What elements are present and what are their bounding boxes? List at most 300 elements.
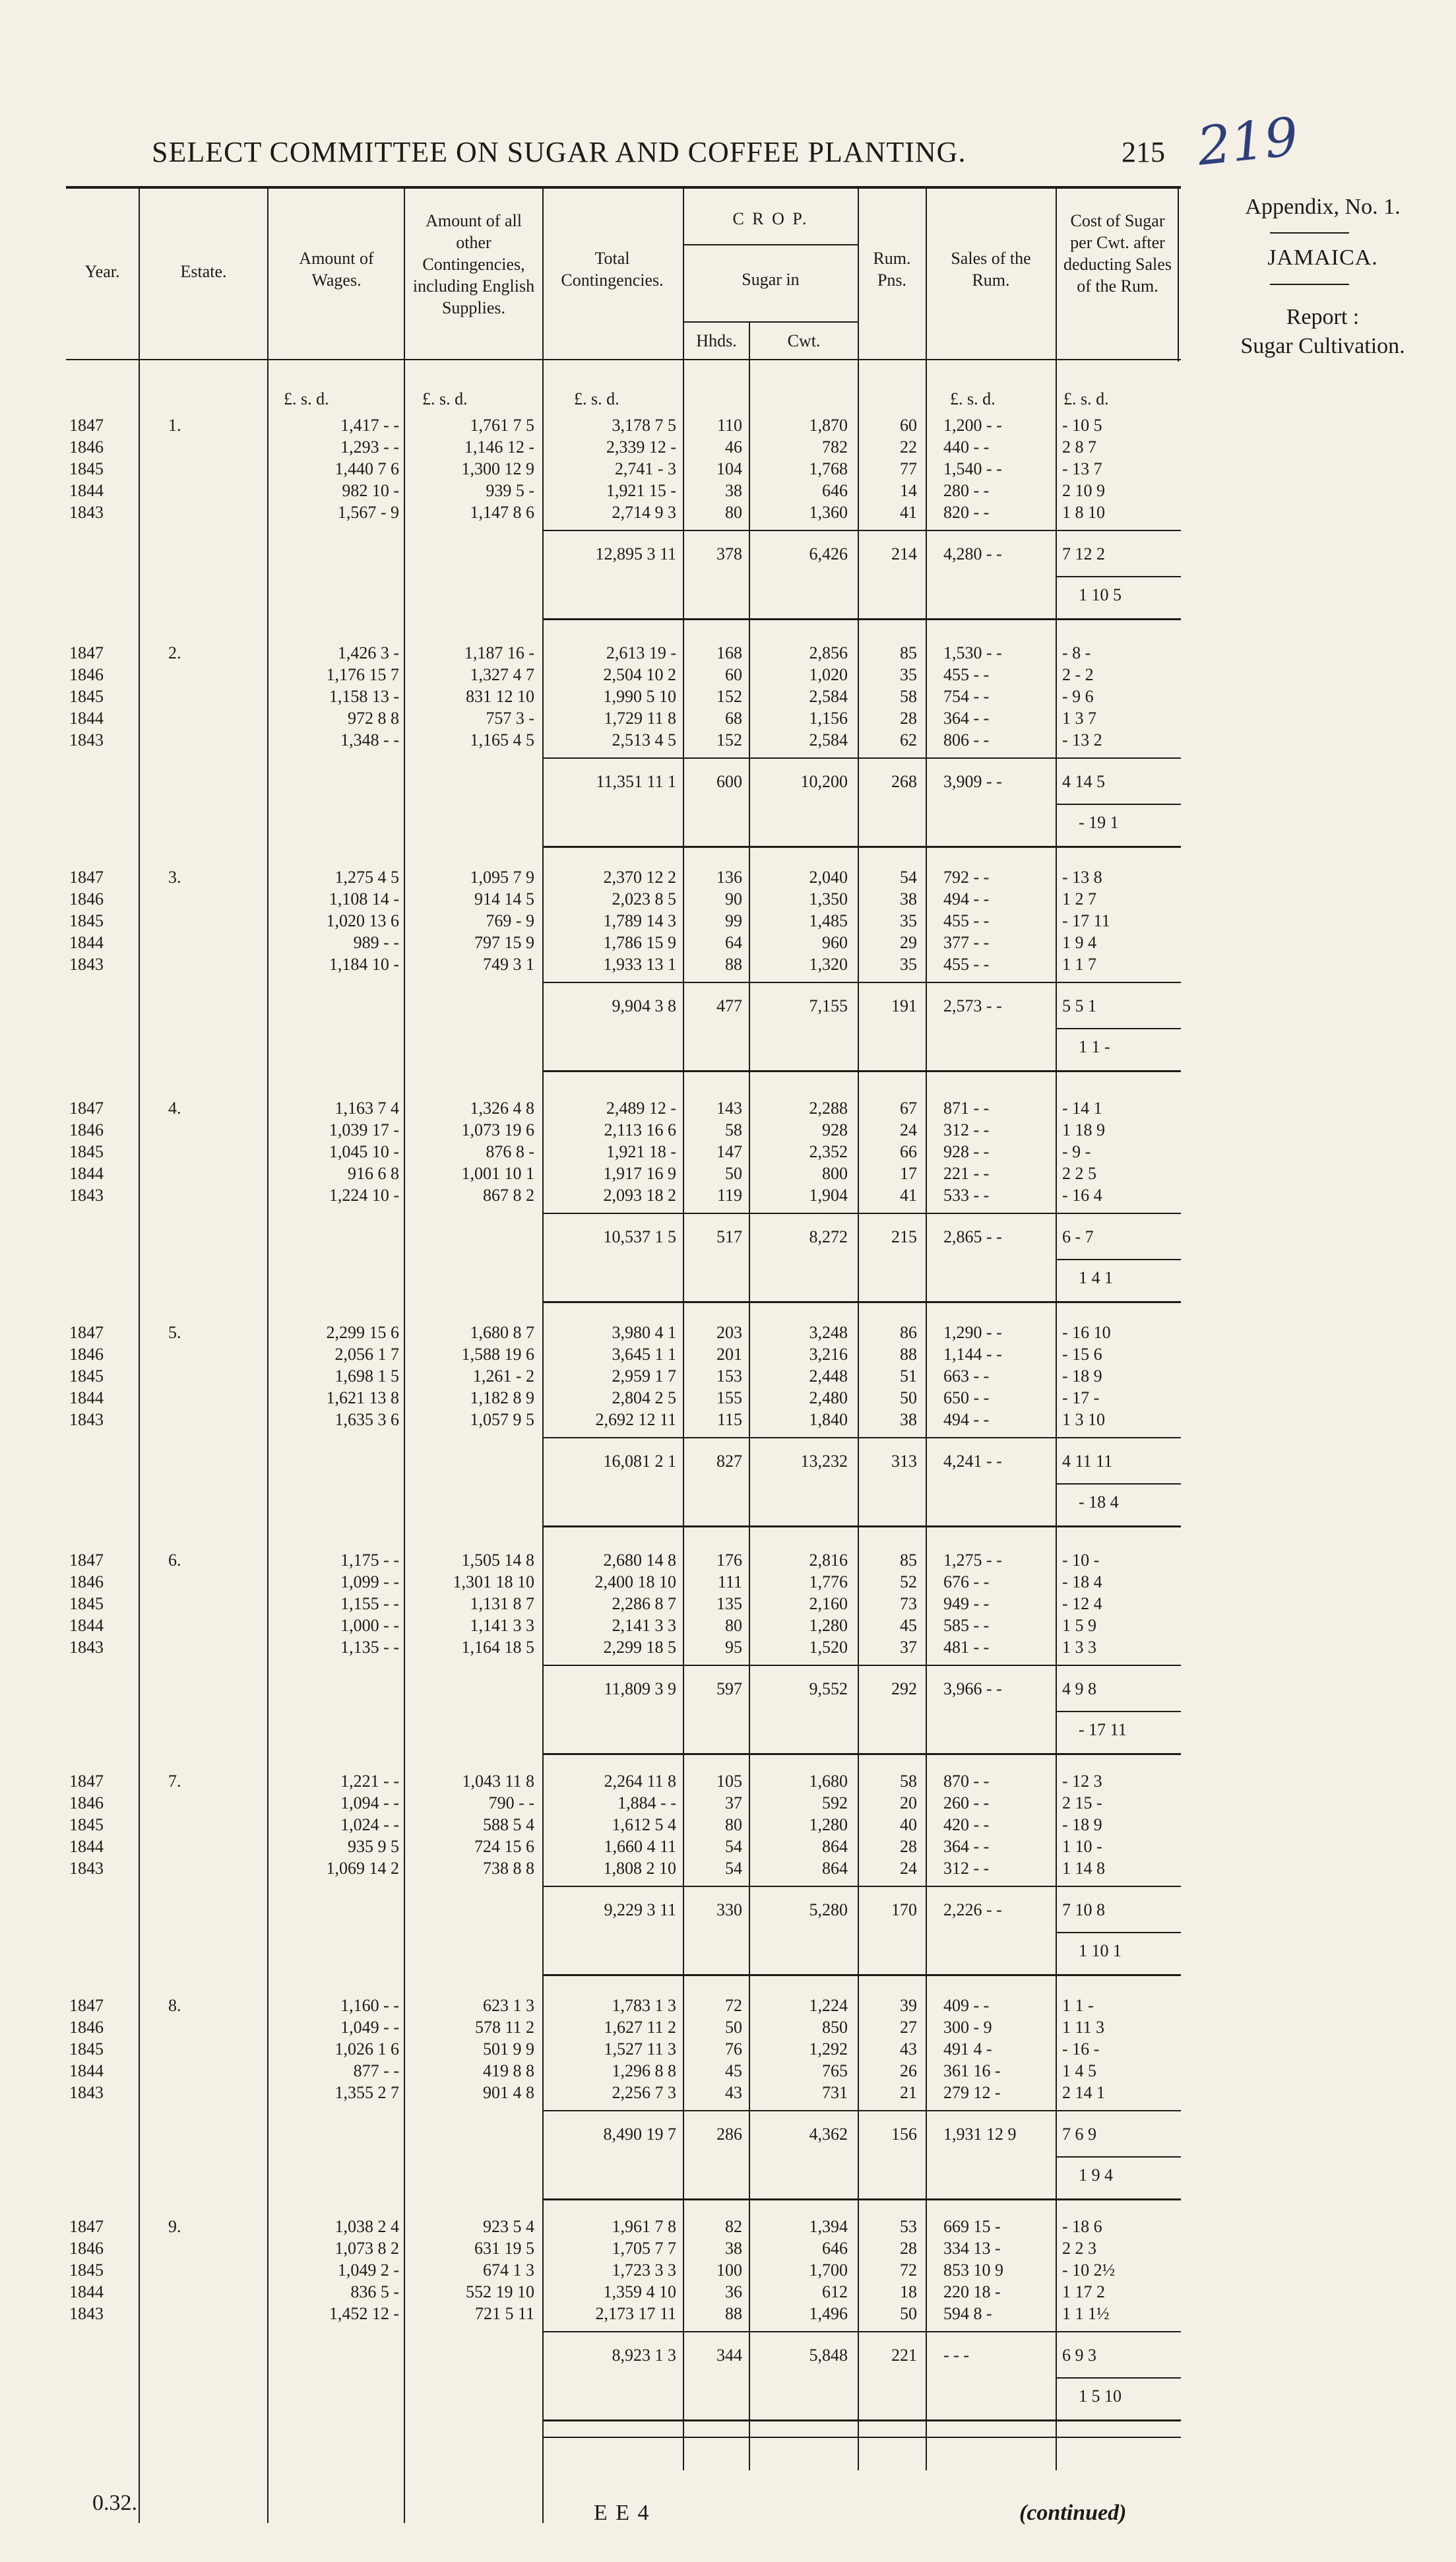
table-cell: 592 [822, 1793, 848, 1812]
table-cell: 1,729 11 8 [604, 709, 676, 728]
subtotal-rule [542, 2110, 1181, 2111]
table-cell: 1,182 8 9 [470, 1388, 534, 1407]
table-cell: 38 [900, 889, 917, 909]
year-cell: 1843 [69, 1859, 104, 1878]
table-cell: 361 16 - [943, 2061, 1001, 2080]
table-cell: - 13 7 [1062, 459, 1102, 478]
estate-end-rule [542, 618, 1181, 620]
table-cell: 960 [822, 933, 848, 952]
table-cell: 1,095 7 9 [470, 868, 534, 887]
year-cell: 1847 [69, 643, 104, 662]
table-cell: 1 5 9 [1062, 1616, 1096, 1635]
average-rule [1056, 2156, 1181, 2158]
table-cell: 623 1 3 [483, 1996, 534, 2015]
year-cell: 1847 [69, 1772, 104, 1791]
year-cell: 1847 [69, 1099, 104, 1118]
table-cell: 1,530 - - [943, 643, 1002, 662]
table-cell: 1,158 13 - [329, 687, 399, 706]
table-cell: 1 1 - [1062, 1996, 1094, 2015]
table-cell: 409 - - [943, 1996, 990, 2015]
table-cell: 949 - - [943, 1594, 990, 1613]
table-cell: 914 14 5 [474, 889, 534, 909]
estate-end-rule [542, 1070, 1181, 1072]
table-cell: 135 [716, 1594, 742, 1613]
table-cell: 110 [716, 416, 742, 435]
table-cell: 1,783 1 3 [612, 1996, 676, 2015]
table-cell: 68 [725, 709, 742, 728]
table-header-rule [66, 359, 1181, 360]
table-cell: 1,176 15 7 [326, 665, 399, 684]
table-cell: 1,135 - - [340, 1638, 399, 1657]
footer-continued: (continued) [1019, 2501, 1127, 2525]
table-cell: 43 [900, 2039, 917, 2059]
table-cell: 1,660 4 11 [604, 1837, 676, 1856]
column-header-rum: Rum. Pns. [873, 249, 911, 290]
table-cell: 877 - - [353, 2061, 399, 2080]
table-cell: 95 [725, 1638, 742, 1657]
table-cell: 38 [725, 2239, 742, 2258]
table-cell: - 13 8 [1062, 868, 1102, 887]
table-cell: 2,400 18 10 [594, 1572, 676, 1591]
table-cell: - 18 9 [1062, 1366, 1102, 1386]
total-cell: 9,229 3 11 [604, 1900, 676, 1919]
table-cell: - 18 9 [1062, 1815, 1102, 1834]
table-cell: 928 [822, 1120, 848, 1139]
table-cell: 1 2 7 [1062, 889, 1096, 909]
estate-end-rule [542, 2419, 1181, 2421]
average-rule [1056, 1483, 1181, 1485]
table-cell: 923 5 4 [483, 2217, 534, 2236]
total-cell: 10,537 1 5 [603, 1227, 676, 1246]
average-cell: 1 10 1 [1079, 1941, 1122, 1960]
table-cell: 1 3 3 [1062, 1638, 1096, 1657]
total-cell: 6,426 [809, 544, 848, 563]
total-cell: 7,155 [809, 996, 848, 1015]
year-cell: 1847 [69, 1551, 104, 1570]
total-cell: 8,923 1 3 [612, 2346, 676, 2365]
column-header-contingencies: Amount of all other Contingencies, including English Supplies. [412, 211, 535, 317]
table-cell: 136 [716, 868, 742, 887]
total-cell: 9,552 [809, 1679, 848, 1698]
table-cell: 1,808 2 10 [603, 1859, 676, 1878]
table-cell: 1,292 [809, 2039, 848, 2059]
table-cell: 1,175 - - [340, 1551, 399, 1570]
table-cell: 1,320 [809, 955, 848, 974]
table-cell: 724 15 6 [474, 1837, 534, 1856]
subtotal-rule [542, 2331, 1181, 2332]
total-cell: 477 [716, 996, 742, 1015]
table-cell: 2,816 [809, 1551, 848, 1570]
table-cell: 1,155 - - [340, 1594, 399, 1613]
table-cell: 1,452 12 - [329, 2304, 399, 2323]
table-cell: 38 [725, 481, 742, 500]
table-cell: 1,635 3 6 [334, 1410, 399, 1429]
table-cell: 3,645 1 1 [612, 1345, 676, 1364]
table-cell: 1,527 11 3 [604, 2039, 676, 2059]
total-cell: 2,865 - - [943, 1227, 1002, 1246]
year-cell: 1845 [69, 2039, 104, 2059]
total-cell: 9,904 3 8 [612, 996, 676, 1015]
table-cell: 2,256 7 3 [612, 2083, 676, 2102]
margin-appendix: Appendix, No. 1. [1245, 195, 1401, 219]
table-cell: 2,513 4 5 [612, 730, 676, 750]
table-cell: 1,700 [809, 2260, 848, 2280]
margin-place: JAMAICA. [1267, 245, 1378, 270]
table-cell: 99 [725, 911, 742, 930]
table-cell: 1,073 8 2 [334, 2239, 399, 2258]
table-cell: 1,884 - - [617, 1793, 676, 1812]
table-cell: 738 8 8 [483, 1859, 534, 1878]
table-cell: 871 - - [943, 1099, 990, 1118]
table-cell: - 18 4 [1062, 1572, 1102, 1591]
table-cell: 1,789 14 3 [603, 911, 676, 930]
table-cell: - 10 2½ [1062, 2260, 1116, 2280]
average-cell: 1 9 4 [1079, 2165, 1113, 2185]
table-cell: 88 [900, 1345, 917, 1364]
table-cell: 1,073 19 6 [461, 1120, 534, 1139]
total-cell: 4,362 [809, 2125, 848, 2144]
table-cell: 1,355 2 7 [334, 2083, 399, 2102]
table-cell: 1,163 7 4 [334, 1099, 399, 1118]
average-cell: - 18 4 [1079, 1492, 1119, 1512]
table-cell: 1,870 [809, 416, 848, 435]
table-bottom-rule [542, 2437, 1181, 2438]
table-cell: 2,286 8 7 [612, 1594, 676, 1613]
table-cell: 152 [716, 730, 742, 750]
table-cell: 37 [900, 1638, 917, 1657]
column-header-cost: Cost of Sugar per Cwt. after deducting Sales of the Rum. [1063, 211, 1172, 296]
table-cell: 1,224 [809, 1996, 848, 2015]
table-cell: 1,280 [809, 1815, 848, 1834]
table-cell: 2,584 [809, 730, 848, 750]
table-cell: 1,024 - - [340, 1815, 399, 1834]
table-cell: 1,621 13 8 [326, 1388, 399, 1407]
table-cell: 39 [900, 1996, 917, 2015]
table-cell: 1,000 - - [340, 1616, 399, 1635]
table-cell: 45 [725, 2061, 742, 2080]
table-cell: 1,698 1 5 [334, 1366, 399, 1386]
table-cell: 2,299 18 5 [603, 1638, 676, 1657]
table-cell: 1,094 - - [340, 1793, 399, 1812]
table-cell: 67 [900, 1099, 917, 1118]
total-cell: 4,280 - - [943, 544, 1002, 563]
table-cell: 585 - - [943, 1616, 990, 1635]
total-cell: 11,351 11 1 [596, 772, 676, 791]
average-rule [1056, 804, 1181, 805]
table-cell: 676 - - [943, 1572, 990, 1591]
table-cell: 38 [900, 1410, 917, 1429]
table-cell: 2,856 [809, 643, 848, 662]
total-cell: 378 [716, 544, 742, 563]
table-cell: 76 [725, 2039, 742, 2059]
total-cell: 600 [716, 772, 742, 791]
table-cell: 455 - - [943, 665, 990, 684]
table-cell: 260 - - [943, 1793, 990, 1812]
table-cell: 1 1 7 [1062, 955, 1096, 974]
table-cell: 1,786 15 9 [603, 933, 676, 952]
table-cell: 1,961 7 8 [612, 2217, 676, 2236]
estate-label: 6. [168, 1551, 181, 1570]
table-cell: 420 - - [943, 1815, 990, 1834]
total-cell: 11,809 3 9 [604, 1679, 676, 1698]
table-cell: 51 [900, 1366, 917, 1386]
total-cell: 313 [891, 1452, 917, 1471]
table-cell: 916 6 8 [348, 1164, 399, 1183]
year-cell: 1844 [69, 709, 104, 728]
page-title: SELECT COMMITTEE ON SUGAR AND COFFEE PLANTING. [152, 136, 966, 168]
table-cell: 2 14 1 [1062, 2083, 1105, 2102]
table-cell: - 10 5 [1062, 416, 1102, 435]
year-cell: 1847 [69, 1996, 104, 2015]
year-cell: 1846 [69, 437, 104, 457]
year-cell: 1847 [69, 1323, 104, 1342]
average-cell: 1 5 10 [1079, 2386, 1122, 2406]
total-cell: 5 5 1 [1062, 996, 1096, 1015]
table-cell: 1,567 - 9 [337, 503, 399, 522]
table-cell: 17 [900, 1164, 917, 1183]
year-cell: 1843 [69, 730, 104, 750]
table-cell: 864 [822, 1837, 848, 1856]
year-cell: 1844 [69, 481, 104, 500]
table-cell: 901 4 8 [483, 2083, 534, 2102]
table-cell: 3,248 [809, 1323, 848, 1342]
table-cell: 1,020 13 6 [326, 911, 399, 930]
table-cell: 2,489 12 - [606, 1099, 676, 1118]
table-cell: 2 2 3 [1062, 2239, 1096, 2258]
table-cell: 2,714 9 3 [612, 503, 676, 522]
table-cell: 836 5 - [350, 2282, 399, 2301]
handwritten-page-number: 219 [1194, 106, 1302, 177]
table-cell: 1,723 3 3 [612, 2260, 676, 2280]
table-cell: - 15 6 [1062, 1345, 1102, 1364]
total-cell: 827 [716, 1452, 742, 1471]
table-cell: 220 18 - [943, 2282, 1001, 2301]
table-cell: 41 [900, 1186, 917, 1205]
table-cell: 58 [900, 1772, 917, 1791]
year-cell: 1846 [69, 1120, 104, 1139]
table-cell: 41 [900, 503, 917, 522]
table-cell: 73 [900, 1594, 917, 1613]
table-cell: 115 [716, 1410, 742, 1429]
table-cell: 90 [725, 889, 742, 909]
year-cell: 1843 [69, 2083, 104, 2102]
table-cell: 2,056 1 7 [334, 1345, 399, 1364]
table-cell: 86 [900, 1323, 917, 1342]
total-cell: 344 [716, 2346, 742, 2365]
table-cell: 2,680 14 8 [603, 1551, 676, 1570]
table-cell: 40 [900, 1815, 917, 1834]
table-cell: 533 - - [943, 1186, 990, 1205]
sugar-subheader-rule [683, 321, 858, 323]
table-cell: - 13 2 [1062, 730, 1102, 750]
table-cell: 1,921 15 - [606, 481, 676, 500]
total-cell: 7 12 2 [1062, 544, 1105, 563]
table-cell: 2,264 11 8 [604, 1772, 676, 1791]
table-cell: 928 - - [943, 1142, 990, 1161]
table-cell: 972 8 8 [348, 709, 399, 728]
table-cell: 2,023 8 5 [612, 889, 676, 909]
estate-label: 5. [168, 1323, 181, 1342]
table-cell: 455 - - [943, 955, 990, 974]
table-cell: 153 [716, 1366, 742, 1386]
table-cell: 669 15 - [943, 2217, 1001, 2236]
table-cell: 1,290 - - [943, 1323, 1002, 1342]
table-cell: 43 [725, 2083, 742, 2102]
table-cell: 1,496 [809, 2304, 848, 2323]
column-divider [542, 187, 544, 2523]
table-cell: 1,359 4 10 [603, 2282, 676, 2301]
table-cell: 1,280 [809, 1616, 848, 1635]
table-cell: 2,804 2 5 [612, 1388, 676, 1407]
table-cell: 1,146 12 - [464, 437, 534, 457]
table-cell: 58 [900, 687, 917, 706]
table-cell: 35 [900, 955, 917, 974]
table-cell: 806 - - [943, 730, 990, 750]
table-cell: 1,156 [809, 709, 848, 728]
table-cell: 119 [716, 1186, 742, 1205]
table-cell: 1,164 18 5 [461, 1638, 534, 1657]
table-cell: 88 [725, 955, 742, 974]
table-cell: 21 [900, 2083, 917, 2102]
table-cell: 757 3 - [486, 709, 534, 728]
table-cell: 1,776 [809, 1572, 848, 1591]
estate-end-rule [542, 1301, 1181, 1303]
unit-label-cost: £. s. d. [1063, 389, 1109, 408]
table-cell: 749 3 1 [483, 955, 534, 974]
table-cell: 1,627 11 2 [604, 2018, 676, 2037]
table-cell: 2,173 17 11 [595, 2304, 676, 2323]
table-cell: 300 - 9 [943, 2018, 992, 2037]
table-cell: 1,540 - - [943, 459, 1002, 478]
column-header-crop: C R O P. [732, 209, 809, 228]
average-rule [1056, 1259, 1181, 1260]
average-rule [1056, 1711, 1181, 1712]
footer-signature-mark: E E 4 [594, 2501, 650, 2525]
table-cell: 1,187 16 - [464, 643, 534, 662]
column-divider [1178, 187, 1179, 362]
estate-label: 1. [168, 416, 181, 435]
table-cell: 870 - - [943, 1772, 990, 1791]
table-cell: 1,001 10 1 [461, 1164, 534, 1183]
estate-label: 4. [168, 1099, 181, 1118]
table-cell: 1,426 3 - [337, 643, 399, 662]
table-cell: 28 [900, 1837, 917, 1856]
table-cell: 27 [900, 2018, 917, 2037]
table-cell: 85 [900, 1551, 917, 1570]
table-cell: 765 [822, 2061, 848, 2080]
table-cell: 1,840 [809, 1410, 848, 1429]
table-cell: 53 [900, 2217, 917, 2236]
table-cell: 2 2 5 [1062, 1164, 1096, 1183]
estate-end-rule [542, 1525, 1181, 1527]
table-cell: 2,093 18 2 [603, 1186, 676, 1205]
year-cell: 1843 [69, 503, 104, 522]
table-cell: 853 10 9 [943, 2260, 1003, 2280]
year-cell: 1847 [69, 868, 104, 887]
total-cell: 8,272 [809, 1227, 848, 1246]
year-cell: 1844 [69, 2061, 104, 2080]
table-cell: 491 4 - [943, 2039, 992, 2059]
table-cell: 2,288 [809, 1099, 848, 1118]
table-cell: 221 - - [943, 1164, 990, 1183]
subtotal-rule [542, 530, 1181, 531]
table-cell: 481 - - [943, 1638, 990, 1657]
table-cell: 1,417 - - [340, 416, 399, 435]
table-cell: 1,200 - - [943, 416, 1002, 435]
crop-header-rule [683, 244, 858, 245]
table-cell: 1 11 3 [1062, 2018, 1105, 2037]
total-cell: 4 9 8 [1062, 1679, 1096, 1698]
table-cell: 982 10 - [342, 481, 399, 500]
table-cell: 1,505 14 8 [461, 1551, 534, 1570]
table-cell: 1,141 3 3 [470, 1616, 534, 1635]
table-cell: 1,221 - - [340, 1772, 399, 1791]
table-cell: 2,959 1 7 [612, 1366, 676, 1386]
table-cell: 1,326 4 8 [470, 1099, 534, 1118]
table-cell: 790 - - [488, 1793, 534, 1812]
table-cell: 58 [725, 1120, 742, 1139]
table-cell: 1,921 18 - [606, 1142, 676, 1161]
column-divider [267, 187, 269, 2523]
table-cell: 1,049 - - [340, 2018, 399, 2037]
table-cell: 552 19 10 [466, 2282, 534, 2301]
estate-end-rule [542, 1974, 1181, 1976]
table-cell: 501 9 9 [483, 2039, 534, 2059]
table-cell: 54 [725, 1837, 742, 1856]
table-cell: 50 [900, 1388, 917, 1407]
margin-divider [1270, 284, 1349, 285]
table-cell: 2,352 [809, 1142, 848, 1161]
subtotal-rule [542, 1213, 1181, 1214]
table-cell: 62 [900, 730, 917, 750]
table-cell: 35 [900, 665, 917, 684]
table-cell: 864 [822, 1859, 848, 1878]
year-cell: 1844 [69, 2282, 104, 2301]
year-cell: 1846 [69, 889, 104, 909]
total-cell: 5,848 [809, 2346, 848, 2365]
table-cell: 2,160 [809, 1594, 848, 1613]
unit-label-contingencies: £. s. d. [422, 389, 468, 408]
table-cell: 1,348 - - [340, 730, 399, 750]
table-cell: 1,293 - - [340, 437, 399, 457]
table-cell: 1,099 - - [340, 1572, 399, 1591]
estate-label: 9. [168, 2217, 181, 2236]
table-cell: 1,039 17 - [329, 1120, 399, 1139]
table-cell: - 17 - [1062, 1388, 1100, 1407]
total-cell: 3,966 - - [943, 1679, 1002, 1698]
table-cell: 1,350 [809, 889, 848, 909]
table-cell: 867 8 2 [483, 1186, 534, 1205]
total-cell: 215 [891, 1227, 917, 1246]
estate-label: 8. [168, 1996, 181, 2015]
subtotal-rule [542, 1665, 1181, 1666]
year-cell: 1844 [69, 1616, 104, 1635]
table-cell: 2,584 [809, 687, 848, 706]
average-rule [1056, 1028, 1181, 1029]
table-cell: 364 - - [943, 1837, 990, 1856]
table-cell: 1,224 10 - [329, 1186, 399, 1205]
column-header-estate: Estate. [180, 262, 227, 281]
table-cell: 29 [900, 933, 917, 952]
table-cell: 2,339 12 - [606, 437, 676, 457]
year-cell: 1846 [69, 1572, 104, 1591]
year-cell: 1843 [69, 2304, 104, 2323]
average-cell: 1 10 5 [1079, 585, 1122, 604]
year-cell: 1845 [69, 1142, 104, 1161]
total-cell: 170 [891, 1900, 917, 1919]
table-cell: 1,520 [809, 1638, 848, 1657]
table-cell: 1,917 16 9 [603, 1164, 676, 1183]
